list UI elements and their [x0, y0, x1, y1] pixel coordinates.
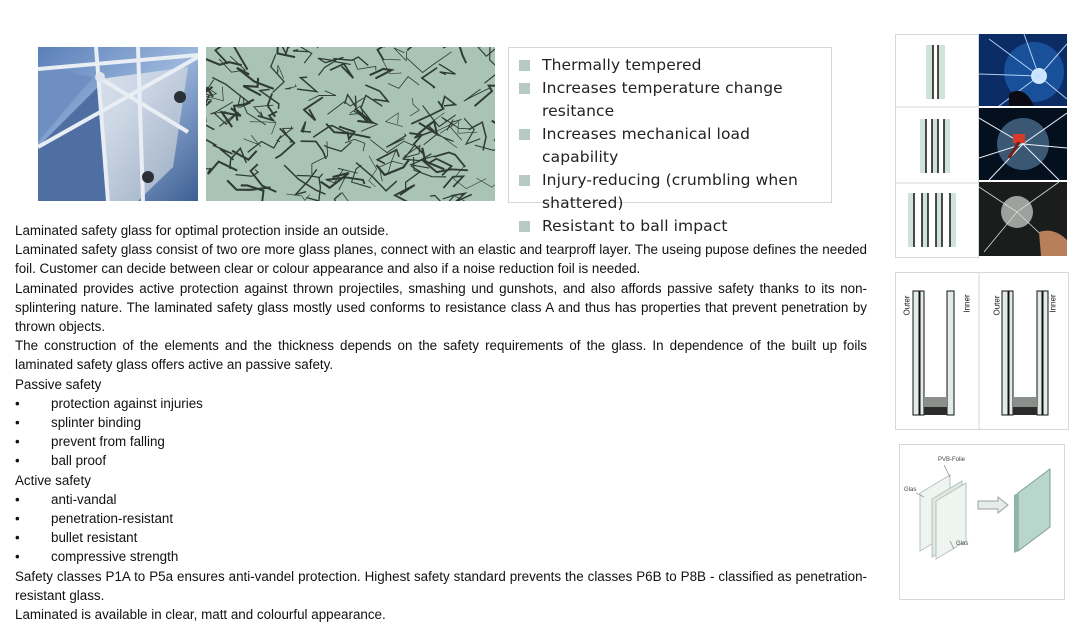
list-item-text: penetration-resistant	[51, 511, 174, 527]
glas-label-bottom: Glas	[956, 541, 969, 547]
glas-label-top: Glas	[904, 487, 917, 493]
feature-list-box	[508, 47, 832, 235]
list-item	[15, 547, 867, 566]
impact-photo-ball	[979, 34, 1067, 106]
outer-label-right: Outer	[992, 295, 1002, 316]
inner-label-right: Inner	[1048, 294, 1058, 313]
lamination-diagram	[899, 444, 1065, 600]
feature-item	[519, 123, 831, 169]
list-item-text: prevent from falling	[51, 434, 165, 450]
list-item-text: anti-vandal	[51, 491, 117, 507]
square-bullet-icon	[519, 129, 530, 140]
bullet-icon: •	[15, 434, 20, 450]
feature-item	[519, 169, 802, 215]
description-text	[15, 221, 867, 624]
feature-text: Increases mechanical load capability	[542, 125, 751, 166]
list-item	[15, 451, 867, 470]
list-item-text: compressive strength	[51, 549, 179, 565]
feature-text: Injury-reducing (crumbling when shattered)	[542, 171, 798, 212]
impact-photo-bullet	[979, 182, 1067, 256]
bullet-icon: •	[15, 530, 20, 546]
glass-roof-photo	[38, 47, 198, 201]
feature-item	[519, 77, 831, 123]
square-bullet-icon	[519, 83, 530, 94]
safety-classes-paragraph: Safety classes P1A to P5a ensures anti-vandel protection. Highest safety standard prevents the classes P6B to P8B - classified as penetration-resistant glass.	[15, 568, 867, 603]
list-item	[15, 490, 867, 509]
square-bullet-icon	[519, 60, 530, 71]
bullet-icon: •	[15, 549, 20, 565]
active-safety-heading: Active safety	[15, 472, 91, 488]
list-item-text: protection against injuries	[51, 395, 203, 411]
bullet-icon: •	[15, 491, 20, 507]
bullet-icon: •	[15, 511, 20, 527]
igu-cross-section-panel	[895, 272, 1069, 430]
composition-paragraph: Laminated safety glass consist of two ore more glass planes, connect with an elastic and tearproff layer. The useing pupose defines the needed foil. Customer can decide between clear or colour appearance and also if a noise reduction foil is needed.	[15, 242, 867, 277]
feature-item	[519, 54, 831, 77]
feature-text: Increases temperature change resitance	[542, 79, 783, 120]
passive-safety-heading: Passive safety	[15, 376, 102, 392]
list-item	[15, 413, 867, 432]
crumbled-glass-photo	[206, 47, 495, 201]
inner-label-left: Inner	[962, 294, 972, 313]
pvb-foil-label: PVB-Folie	[938, 457, 966, 463]
list-item	[15, 509, 867, 528]
glass-layers-panel	[895, 34, 979, 258]
impact-photo-hammer	[979, 108, 1067, 180]
list-item	[15, 432, 867, 451]
list-item-text: splinter binding	[51, 415, 142, 431]
construction-paragraph: The construction of the elements and the thickness depends on the safety requirements of the glass. In dependence of the built up foils laminated safety glass offers active an passive safety.	[15, 338, 867, 373]
list-item	[15, 528, 867, 547]
bullet-icon: •	[15, 453, 20, 469]
protection-paragraph: Laminated provides active protection against thrown projectiles, smashing und gunshots, and also affords passive safety thanks to its non-splintering nature. The laminated safety glass mostly used conforms to resistance class A and thus has properties that prevent penetration by thrown objects.	[15, 280, 867, 335]
bullet-icon: •	[15, 395, 20, 411]
bullet-icon: •	[15, 415, 20, 431]
feature-text: Resistant to ball impact	[542, 217, 728, 235]
availability-paragraph: Laminated is available in clear, matt and colourful appearance.	[15, 607, 386, 623]
intro-paragraph: Laminated safety glass for optimal protection inside an outside.	[15, 223, 389, 238]
feature-list	[509, 48, 831, 238]
list-item-text: ball proof	[51, 453, 107, 469]
list-item	[15, 394, 867, 413]
feature-text: Thermally tempered	[542, 56, 702, 74]
list-item-text: bullet resistant	[51, 530, 138, 546]
outer-label-left: Outer	[902, 295, 912, 316]
square-bullet-icon	[519, 175, 530, 186]
